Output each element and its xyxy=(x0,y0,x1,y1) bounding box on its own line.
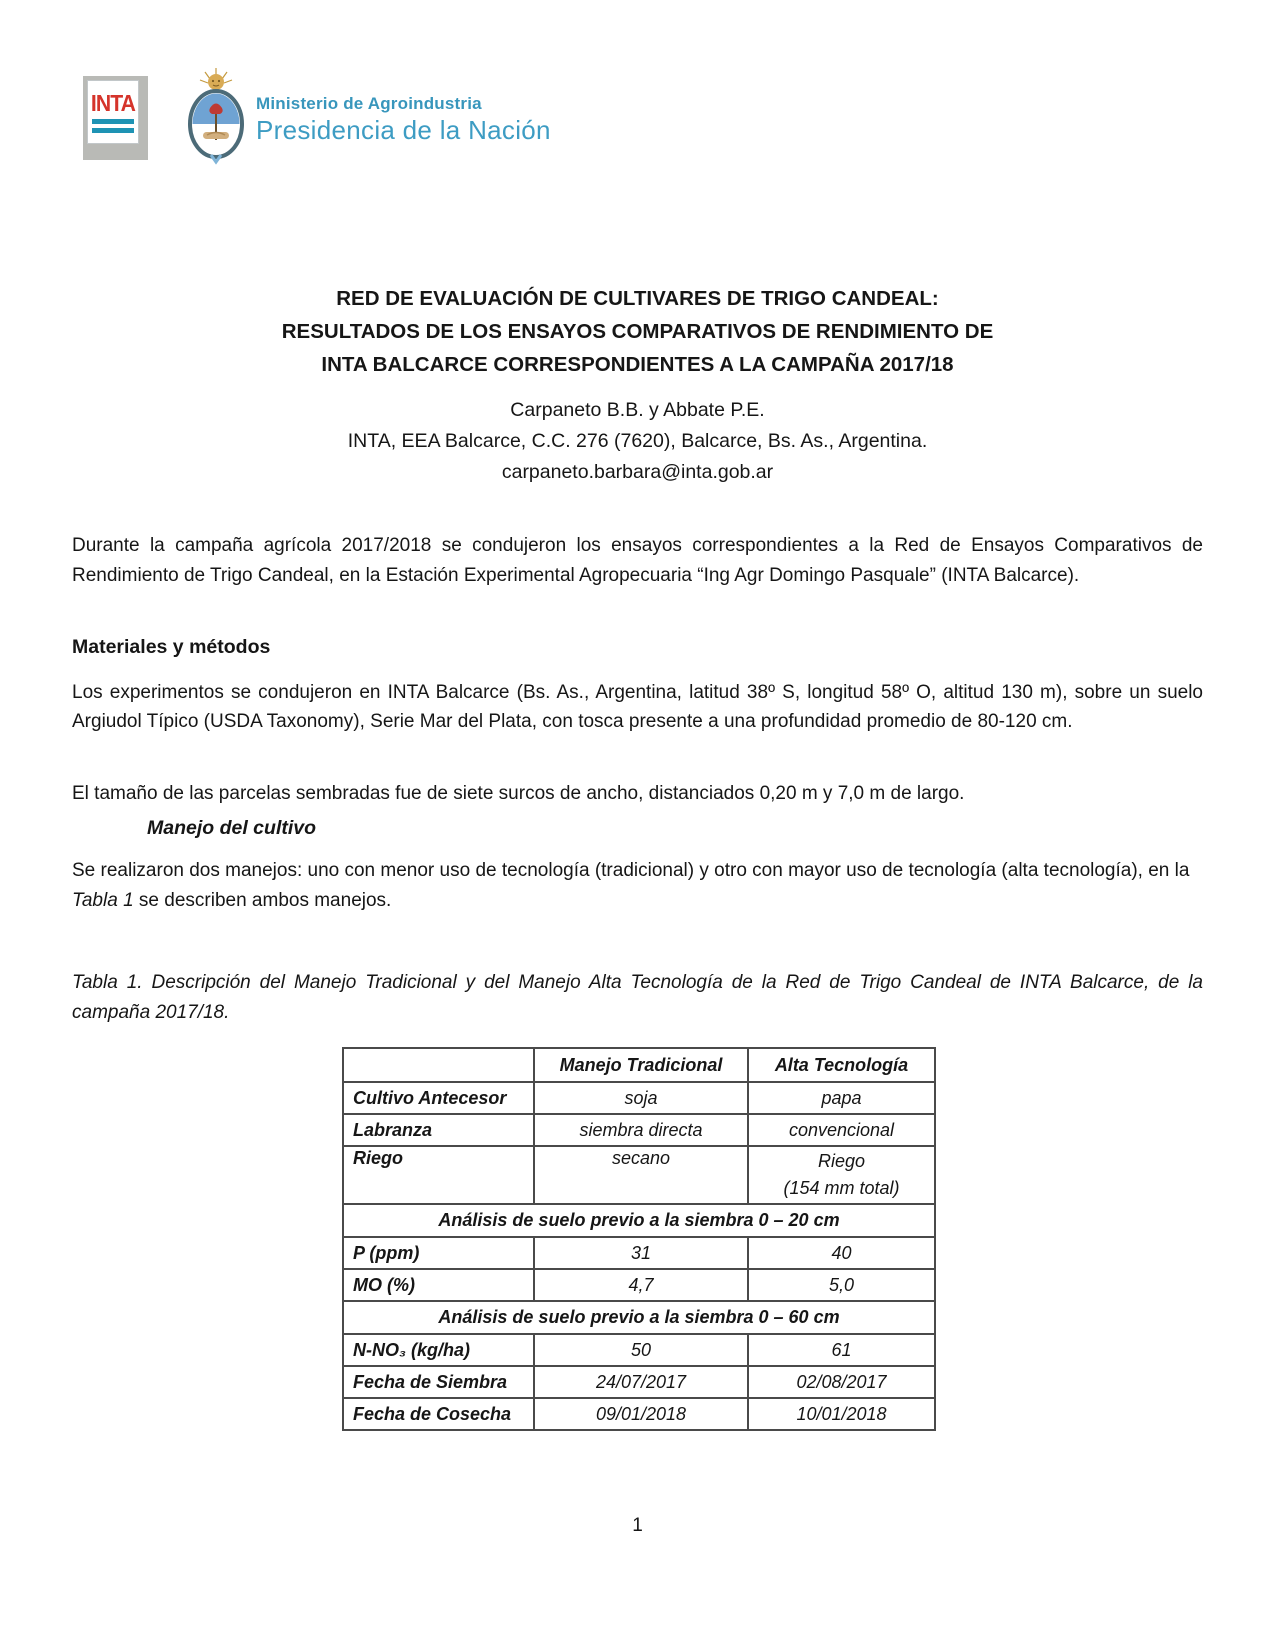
paragraph-manejos xyxy=(72,856,1203,916)
header-manejo-tradicional: Manejo Tradicional xyxy=(534,1048,748,1082)
title-line-1: RED DE EVALUACIÓN DE CULTIVARES DE TRIGO CANDEAL: xyxy=(336,287,939,310)
table-row-riego xyxy=(343,1146,935,1204)
header-alta-tecnologia: Alta Tecnología xyxy=(748,1048,935,1082)
table-row-fecha-cosecha xyxy=(343,1398,935,1430)
cell-alta-line-2: (154 mm total) xyxy=(783,1178,900,1198)
cell-alta: 02/08/2017 xyxy=(748,1366,935,1398)
cell-alta xyxy=(748,1146,935,1204)
paragraph-manejos-text: Se realizaron dos manejos: uno con menor uso de tecnología (tradicional) y otro con mayor uso de tecnología (alta tecnología), en la xyxy=(72,860,1190,881)
email-address: carpaneto.barbara@inta.gob.ar xyxy=(501,461,774,483)
paragraph-site-description: Los experimentos se condujeron en INTA Balcarce (Bs. As., Argentina, latitud 38º S, longitud 58º O, altitud 130 m), sobre un suelo Argiudol Típico (USDA Taxonomy), Serie Mar del Plata, con tosca presente a una profundidad promedio de 80-120 cm. xyxy=(72,682,1203,732)
inta-bar-bottom xyxy=(92,128,134,133)
cell-alta-line-1: Riego xyxy=(817,1151,866,1171)
title-block xyxy=(72,282,1203,488)
subsection-heading-manejo: Manejo del cultivo xyxy=(147,817,317,839)
title-line-3: INTA BALCARCE CORRESPONDIENTES A LA CAMPAÑA 2017/18 xyxy=(321,353,954,376)
inta-logo xyxy=(83,76,148,160)
cell-alta: 10/01/2018 xyxy=(748,1398,935,1430)
row-label: Fecha de Siembra xyxy=(343,1366,534,1398)
table-section-row xyxy=(343,1204,935,1237)
cell-tradicional: 24/07/2017 xyxy=(534,1366,748,1398)
cell-alta: 61 xyxy=(748,1334,935,1366)
presidency-name: Presidencia de la Nación xyxy=(256,115,551,145)
tabla-1-reference: Tabla 1 xyxy=(72,890,134,911)
document-title xyxy=(72,282,1203,381)
table-row-p-ppm xyxy=(343,1237,935,1269)
cell-tradicional: 50 xyxy=(534,1334,748,1366)
section-heading-materials: Materiales y métodos xyxy=(72,636,271,658)
section-label-0-20: Análisis de suelo previo a la siembra 0 – 20 cm xyxy=(343,1204,935,1237)
table-row-cultivo-antecesor xyxy=(343,1082,935,1114)
argentina-coat-of-arms-icon xyxy=(187,66,245,166)
cell-tradicional: secano xyxy=(534,1146,748,1204)
table-row-fecha-siembra xyxy=(343,1366,935,1398)
cell-alta: 40 xyxy=(748,1237,935,1269)
table-1-caption: Tabla 1. Descripción del Manejo Tradicional y del Manejo Alta Tecnología de la Red de Trigo Candeal de INTA Balcarce, de la campaña 2017/18. xyxy=(72,972,1203,1023)
row-label: P (ppm) xyxy=(343,1237,534,1269)
inta-bar-top xyxy=(92,119,134,124)
cell-tradicional: siembra directa xyxy=(534,1114,748,1146)
section-label-0-60: Análisis de suelo previo a la siembra 0 – 60 cm xyxy=(343,1301,935,1334)
affiliation: INTA, EEA Balcarce, C.C. 276 (7620), Balcarce, Bs. As., Argentina. xyxy=(347,430,928,452)
table-row-mo xyxy=(343,1269,935,1301)
row-label: Cultivo Antecesor xyxy=(343,1082,534,1114)
ministry-name: Ministerio de Agroindustria xyxy=(256,94,482,113)
row-label: Fecha de Cosecha xyxy=(343,1398,534,1430)
ministry-branding xyxy=(256,95,551,143)
inta-wordmark: INTA xyxy=(90,90,136,116)
table-header-row xyxy=(343,1048,935,1082)
table-1 xyxy=(342,1047,936,1431)
cell-alta: convencional xyxy=(748,1114,935,1146)
row-label: MO (%) xyxy=(343,1269,534,1301)
cell-tradicional: 31 xyxy=(534,1237,748,1269)
cell-tradicional: 09/01/2018 xyxy=(534,1398,748,1430)
inta-logo-inner xyxy=(87,80,139,144)
paragraph-plot-size: El tamaño de las parcelas sembradas fue de siete surcos de ancho, distanciados 0,20 m y 7,0 m de largo. xyxy=(72,783,965,804)
paragraph-manejos-text-end: se describen ambos manejos. xyxy=(133,890,392,911)
cell-alta: papa xyxy=(748,1082,935,1114)
table-row-labranza xyxy=(343,1114,935,1146)
cell-tradicional: soja xyxy=(534,1082,748,1114)
row-label: Labranza xyxy=(343,1114,534,1146)
table-section-row xyxy=(343,1301,935,1334)
page-number: 1 xyxy=(632,1515,643,1536)
cell-alta: 5,0 xyxy=(748,1269,935,1301)
cell-tradicional: 4,7 xyxy=(534,1269,748,1301)
title-line-2: RESULTADOS DE LOS ENSAYOS COMPARATIVOS DE RENDIMIENTO DE xyxy=(281,320,994,343)
table-row-n-no3 xyxy=(343,1334,935,1366)
paragraph-intro: Durante la campaña agrícola 2017/2018 se condujeron los ensayos correspondientes a la Red de Ensayos Comparativos de Rendimiento de Trigo Candeal, en la Estación Experimental Agropecuaria “Ing Agr Domingo Pasquale” (INTA Balcarce). xyxy=(72,535,1203,586)
authors: Carpaneto B.B. y Abbate P.E. xyxy=(510,399,765,421)
row-label: N-NO₃ (kg/ha) xyxy=(343,1334,534,1366)
header-empty-cell xyxy=(343,1048,534,1082)
row-label: Riego xyxy=(343,1146,534,1204)
